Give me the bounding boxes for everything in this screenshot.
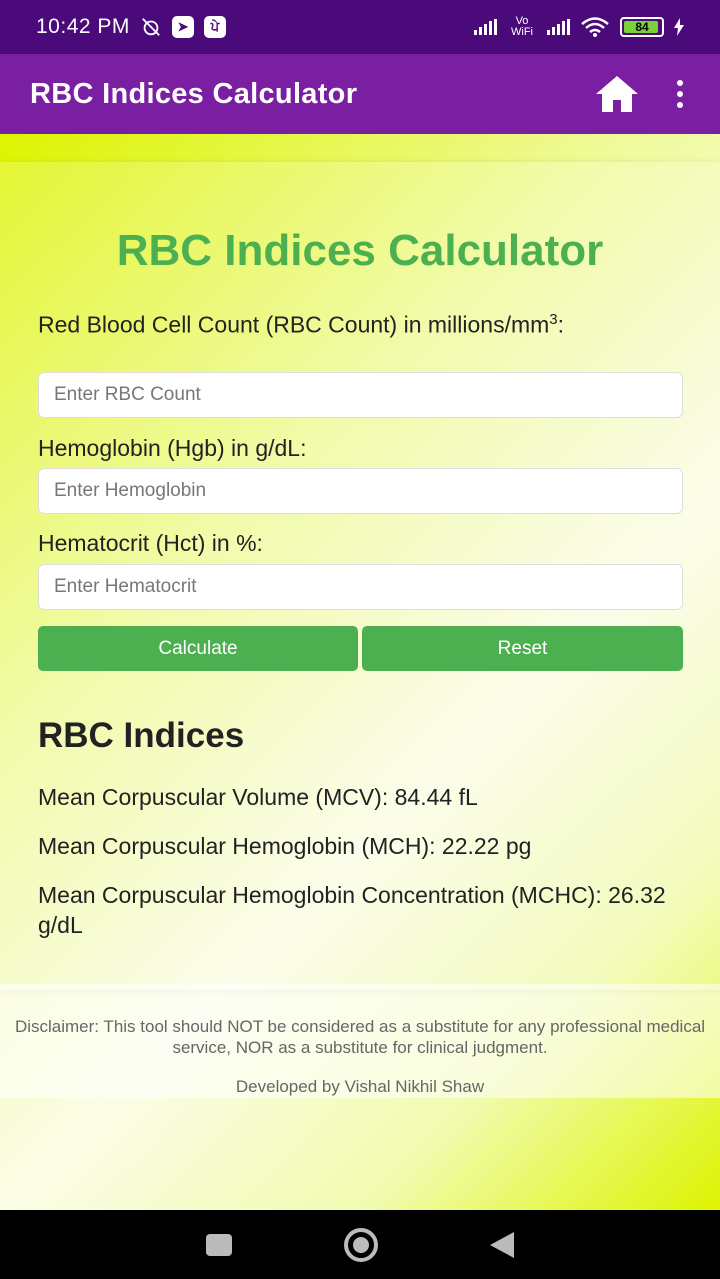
recents-button[interactable] [206, 1234, 232, 1256]
hemoglobin-input[interactable] [38, 468, 683, 514]
telegram-icon: ➤ [172, 16, 194, 38]
mcv-result: Mean Corpuscular Volume (MCV): 84.44 fL [38, 784, 478, 810]
content-area [0, 134, 720, 1210]
home-nav-button[interactable] [344, 1228, 378, 1262]
status-bar [0, 0, 720, 54]
more-vert-icon [677, 80, 683, 86]
app-notification-icon: ਪੇ [204, 16, 226, 38]
calculate-button[interactable]: Calculate [38, 626, 358, 671]
rbc-count-input[interactable] [38, 372, 683, 418]
charging-icon [674, 18, 684, 36]
developer-credit: Developed by Vishal Nikhil Shaw [235, 1077, 485, 1096]
status-system-icons [474, 16, 684, 38]
wifi-icon [580, 16, 610, 38]
battery-level: 84 [635, 20, 649, 34]
hemoglobin-label: Hemoglobin (Hgb) in g/dL: [38, 435, 307, 461]
home-icon [594, 74, 640, 114]
reset-button[interactable]: Reset [362, 626, 683, 671]
signal-icon [474, 19, 497, 35]
app-title: RBC Indices Calculator [30, 77, 358, 110]
back-button[interactable] [490, 1232, 514, 1258]
status-time: 10:42 PM [36, 15, 130, 38]
rbc-label: Red Blood Cell Count (RBC Count) in millions/$mm^3$: [38, 311, 565, 338]
app-bar [0, 54, 720, 134]
results-heading: RBC Indices [38, 716, 245, 755]
system-nav-bar [0, 1210, 720, 1279]
mchc-result: Mean Corpuscular Hemoglobin Concentration (MCHC): 26.32 g/dL [38, 882, 666, 938]
page-title: RBC Indices Calculator [116, 226, 604, 275]
vowifi-label: Vo WiFi [511, 15, 533, 38]
hematocrit-label: Hematocrit (Hct) in %: [38, 530, 263, 556]
signal-icon-2 [547, 19, 570, 35]
disclaimer-text: Disclaimer: This tool should NOT be considered as a substitute for any professional medical service, NOR as a substitute for clinical judgment. [14, 1017, 706, 1057]
home-button[interactable] [592, 69, 642, 119]
mch-result: Mean Corpuscular Hemoglobin (MCH): 22.22 pg [38, 833, 532, 859]
alarm-off-icon [140, 16, 162, 38]
status-notification-icons [140, 16, 226, 38]
circle-icon [353, 1237, 369, 1253]
battery-icon [620, 17, 664, 37]
hematocrit-input[interactable] [38, 564, 683, 610]
more-options-button[interactable] [670, 69, 690, 119]
